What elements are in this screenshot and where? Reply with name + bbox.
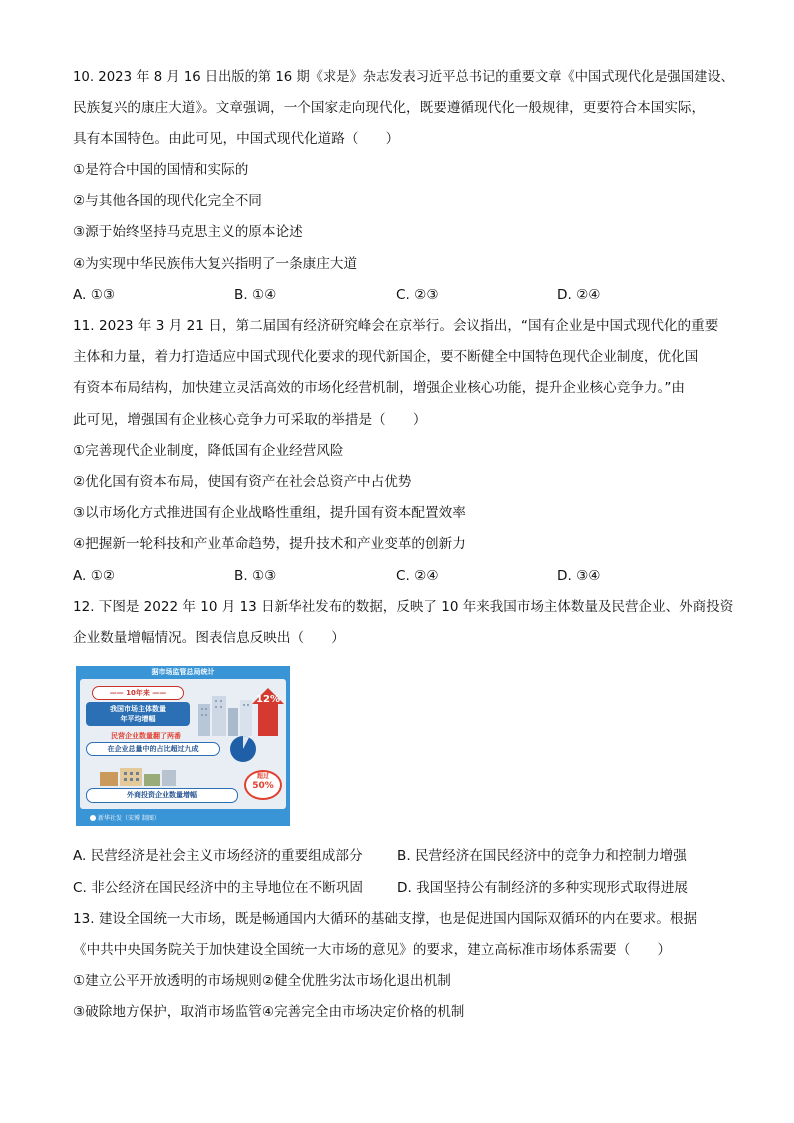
q12-stem-line-1: 12. 下图是 2022 年 10 月 13 日新华社发布的数据，反映了 10 年来我国市场主体数量及民营企业、外商投资 xyxy=(73,599,734,615)
q10-stem-line-3: 具有本国特色。由此可见，中国式现代化道路（ ） xyxy=(73,131,400,147)
q11-item-2: ②优化国有资本布局，使国有资产在社会总资产中占优势 xyxy=(73,474,412,490)
infographic-label-market-entities: 我国市场主体数量 xyxy=(110,705,166,713)
q10-stem-line-1: 10. 2023 年 8 月 16 日出版的第 16 期《求是》杂志发表习近平总书记的重要文章《中国式现代化是强国建设、 xyxy=(73,69,734,85)
q11-option-a[interactable]: A. ①② xyxy=(73,568,116,584)
q12-option-d[interactable]: D. 我国坚持公有制经济的多种实现形式取得进展 xyxy=(397,880,688,896)
q10-item-3: ③源于始终坚持马克思主义的原本论述 xyxy=(73,224,303,240)
q11-item-1: ①完善现代企业制度，降低国有企业经营风险 xyxy=(73,443,344,459)
q10-option-b[interactable]: B. ①④ xyxy=(234,287,277,303)
infographic-credit xyxy=(90,815,160,823)
q10-option-c[interactable]: C. ②③ xyxy=(396,287,439,303)
infographic-value-12-percent: 12% xyxy=(256,694,280,705)
q10-stem-line-2: 民族复兴的康庄大道》。文章强调，一个国家走向现代化，既要遵循现代化一般规律，更要符合本国实际， xyxy=(73,100,706,116)
q10-item-4: ④为实现中华民族伟大复兴指明了一条康庄大道 xyxy=(73,256,358,272)
q11-item-3: ③以市场化方式推进国有企业战略性重组，提升国有资本配置效率 xyxy=(73,505,466,521)
q12-option-c[interactable]: C. 非公经济在国民经济中的主导地位在不断巩固 xyxy=(73,880,364,896)
q11-option-c[interactable]: C. ②④ xyxy=(396,568,439,584)
infographic-credit-text: 新华社发（宋博 制图） xyxy=(98,815,160,822)
infographic-period: —— 10年来 —— xyxy=(109,689,167,697)
q12-option-b[interactable]: B. 民营经济在国民经济中的竞争力和控制力增强 xyxy=(397,848,687,864)
infographic-label-share-over-90: 在企业总量中的占比超过九成 xyxy=(107,745,199,753)
q11-option-d[interactable]: D. ③④ xyxy=(557,568,601,584)
q13-stem-line-1: 13. 建设全国统一大市场，既是畅通国内大循环的基础支撑，也是促进国内国际双循环的内在要求。根据 xyxy=(73,911,698,927)
factory-buildings-illustration xyxy=(100,764,180,788)
infographic-header: 据市场监管总局统计 xyxy=(151,668,215,676)
q11-stem-line-4: 此可见，增强国有企业核心竞争力可采取的举措是（ ） xyxy=(73,412,427,428)
q13-stem-line-2: 《中共中央国务院关于加快建设全国统一大市场的意见》的要求，建立高标准市场体系需要（ ） xyxy=(73,942,672,958)
infographic-value-50-percent: 50% xyxy=(252,781,274,791)
xinhua-logo-icon xyxy=(90,815,96,821)
q11-item-4: ④把握新一轮科技和产业革命趋势，提升技术和产业变革的创新力 xyxy=(73,536,466,552)
q11-stem-line-1: 11. 2023 年 3 月 21 日，第二届国有经济研究峰会在京举行。会议指出，“国有企业是中国式现代化的重要 xyxy=(73,318,719,334)
pie-chart-icon xyxy=(228,734,258,764)
q11-stem-line-2: 主体和力量，着力打造适应中国式现代化要求的现代新国企，要不断健全中国特色现代企业制度，优化国 xyxy=(73,349,699,365)
q13-item-line-1: ①建立公平开放透明的市场规则②健全优胜劣汰市场化退出机制 xyxy=(73,973,451,989)
q10-option-d[interactable]: D. ②④ xyxy=(557,287,601,303)
q12-stem-line-2: 企业数量增幅情况。图表信息反映出（ ） xyxy=(73,630,345,646)
q10-option-a[interactable]: A. ①③ xyxy=(73,287,116,303)
infographic-badge-label: 超过 xyxy=(256,773,269,780)
infographic-label-foreign-investment: 外商投资企业数量增幅 xyxy=(127,791,197,799)
infographic-label-private-enterprises: 民营企业数量翻了两番 xyxy=(111,732,181,740)
q10-item-1: ①是符合中国的国情和实际的 xyxy=(73,162,249,178)
q11-option-b[interactable]: B. ①③ xyxy=(234,568,277,584)
q13-item-line-2: ③破除地方保护，取消市场监管④完善完全由市场决定价格的机制 xyxy=(73,1004,465,1020)
infographic-label-annual-growth: 年平均增幅 xyxy=(120,715,156,723)
q10-item-2: ②与其他各国的现代化完全不同 xyxy=(73,193,262,209)
q12-option-a[interactable]: A. 民营经济是社会主义市场经济的重要组成部分 xyxy=(73,848,363,864)
q11-stem-line-3: 有资本布局结构，加快建立灵活高效的市场化经营机制，增强企业核心功能，提升企业核心竞争力。”由 xyxy=(73,380,685,396)
market-statistics-infographic xyxy=(76,666,290,826)
